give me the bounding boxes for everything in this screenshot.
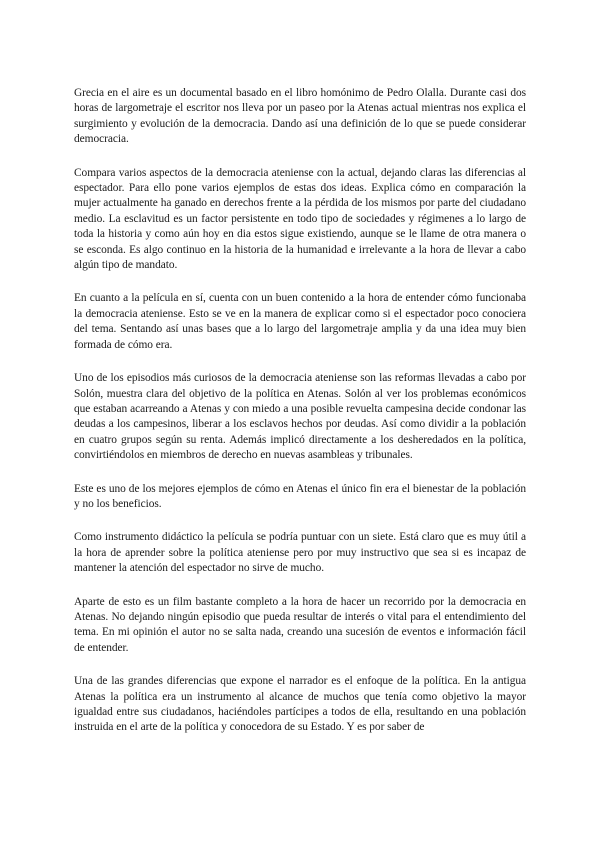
paragraph-didactic-rating: Como instrumento didáctico la película se podría puntuar con un siete. Está claro que es muy útil a la hora de aprender sobre la política ateniense pero por muy instructivo que sea si es incapaz de mantener la atención del espectador no sirve de mucho. [74, 531, 526, 575]
paragraph-best-example: Este es uno de los mejores ejemplos de cómo en Atenas el único fin era el bienestar de la población y no los beneficios. [74, 482, 526, 510]
paragraph-completeness: Aparte de esto es un film bastante completo a la hora de hacer un recorrido por la democracia en Atenas. No dejando ningún episodio que pueda resultar de interés o vital para el entendimiento del tema. En mi opinión el autor no se salta nada, creando una sucesión de eventos e información fácil de entender. [74, 595, 526, 654]
document-body [74, 86, 526, 754]
paragraph-politics-focus: Una de las grandes diferencias que expone el narrador es el enfoque de la política. En la antigua Atenas la política era un instrumento al alcance de muchos que tenía como objetivo la mayor igualdad entre sus ciudadanos, haciéndoles partícipes a todos de ella, resultando en una población instruida en el arte de la política y conocedora de su Estado. Y es por saber de [74, 675, 526, 734]
paragraph-intro: Grecia en el aire es un documental basado en el libro homónimo de Pedro Olalla. Durante casi dos horas de largometraje el escritor nos lleva por un paseo por la Atenas actual mientras nos explica el surgimiento y evolución de la democracia. Dando así una definición de lo que se puede considerar democracia. [74, 87, 526, 146]
paragraph-comparison: Compara varios aspectos de la democracia ateniense con la actual, dejando claras las diferencias al espectador. Para ello pone varios ejemplos de estas dos ideas. Explica cómo en comparación la mujer actualmente ha ganado en derechos frente a la pérdida de los mismos por parte del ciudadano medio. La esclavitud es un factor persistente en todo tipo de sociedades y régimenes a lo largo de toda la historia y como aún hoy en dia estos sigue existiendo, aunque se le llame de otra manera o se esconda. Es algo continuo en la historia de la humanidad e irrelevante a la hora de llevar a cabo algún tipo de mandato. [74, 166, 526, 272]
paragraph-film-content: En cuanto a la película en sí, cuenta con un buen contenido a la hora de entender cómo funcionaba la democracia ateniense. Esto se ve en la manera de explicar como si el espectador poco conociera del tema. Sentando así unas bases que a lo largo del largometraje amplia y da una idea muy bien formada de cómo era. [74, 292, 526, 351]
paragraph-solon-reforms: Uno de los episodios más curiosos de la democracia ateniense son las reformas llevadas a cabo por Solón, muestra clara del objetivo de la política en Atenas. Solón al ver los problemas económicos que estaban acarreando a Atenas y con miedo a una posible revuelta campesina decide condonar las deudas a los campesinos, liberar a los esclavos hechos por deudas. Así como dividir a la población en cuatro grupos según su renta. Además implicó directamente a los desheredados en la política, convirtiéndolos en miembros de derecho en nuevas asambleas y tribunales. [74, 372, 526, 462]
